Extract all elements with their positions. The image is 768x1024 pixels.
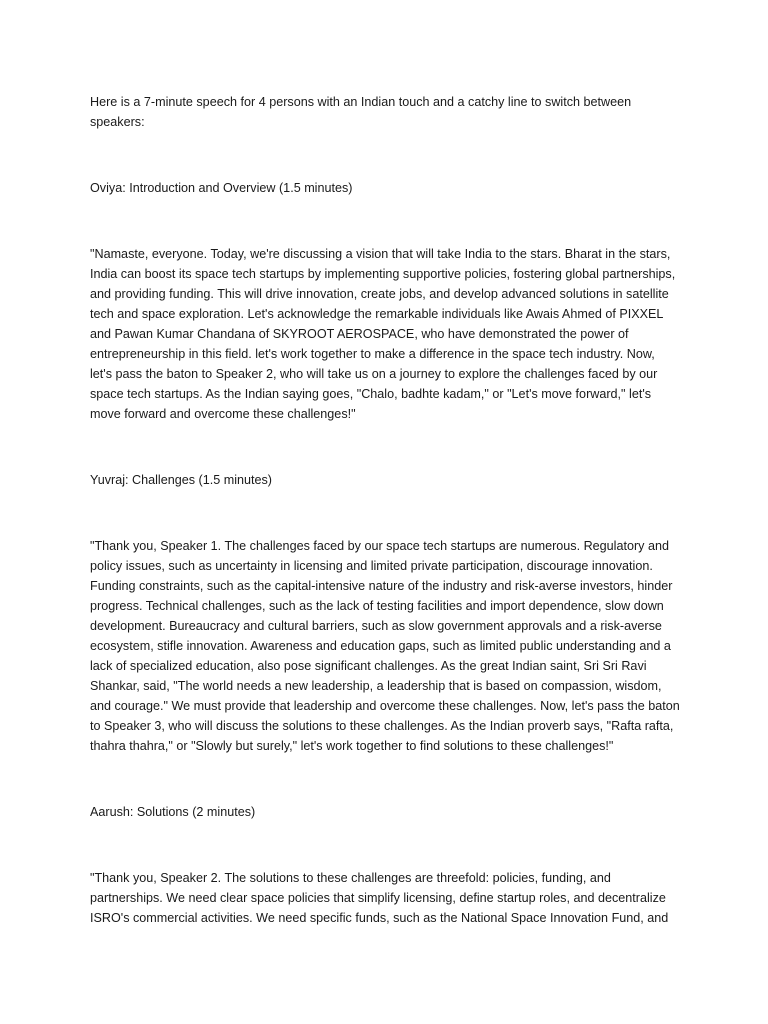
intro-paragraph: Here is a 7-minute speech for 4 persons with an Indian touch and a catchy line to switch between speakers: [90,95,632,129]
speech-paragraph-aarush: "Thank you, Speaker 2. The solutions to these challenges are threefold: policies, funding, and partnerships. We need clear space policies that simplify licensing, define startup roles, and decentralize ISRO's commercial activities. We need specific funds, such as the National Space Innovation Fund, and [90,871,669,925]
section-heading-oviya: Oviya: Introduction and Overview (1.5 minutes) [90,181,353,195]
speech-paragraph-oviya: "Namaste, everyone. Today, we're discussing a vision that will take India to the stars. Bharat in the stars, India can boost its space tech startups by implementing supportive policies, fostering global partnerships, and providing funding. This will drive innovation, create jobs, and develop advanced solutions in satellite tech and space exploration. Let's acknowledge the remarkable individuals like Awais Ahmed of PIXXEL and Pawan Kumar Chandana of SKYROOT AEROSPACE, who have demonstrated the power of entrepreneurship in this field. let's work together to make a difference in the space tech industry. Now, let's pass the baton to Speaker 2, who will take us on a journey to explore the challenges faced by our space tech startups. As the Indian saying goes, "Chalo, badhte kadam," or "Let's move forward," let's move forward and overcome these challenges!" [90,247,676,421]
section-heading-aarush: Aarush: Solutions (2 minutes) [90,805,256,819]
section-heading-yuvraj: Yuvraj: Challenges (1.5 minutes) [90,473,273,487]
speech-paragraph-yuvraj: "Thank you, Speaker 1. The challenges faced by our space tech startups are numerous. Regulatory and policy issues, such as uncertainty in licensing and limited private participation, discourage innovation. Funding constraints, such as the capital-intensive nature of the industry and risk-averse investors, hinder progress. Technical challenges, such as the lack of testing facilities and import dependence, slow down development. Bureaucracy and cultural barriers, such as slow government approvals and a risk-averse ecosystem, stifle innovation. Awareness and education gaps, such as limited public understanding and a lack of specialized education, also pose significant challenges. As the great Indian saint, Sri Sri Ravi Shankar, said, "The world needs a new leadership, a leadership that is based on compassion, wisdom, and courage." We must provide that leadership and overcome these challenges. Now, let's pass the baton to Speaker 3, who will discuss the solutions to these challenges. As the Indian proverb says, "Rafta rafta, thahra thahra," or "Slowly but surely," let's work together to find solutions to these challenges!" [90,539,680,753]
document-body [90,92,680,974]
